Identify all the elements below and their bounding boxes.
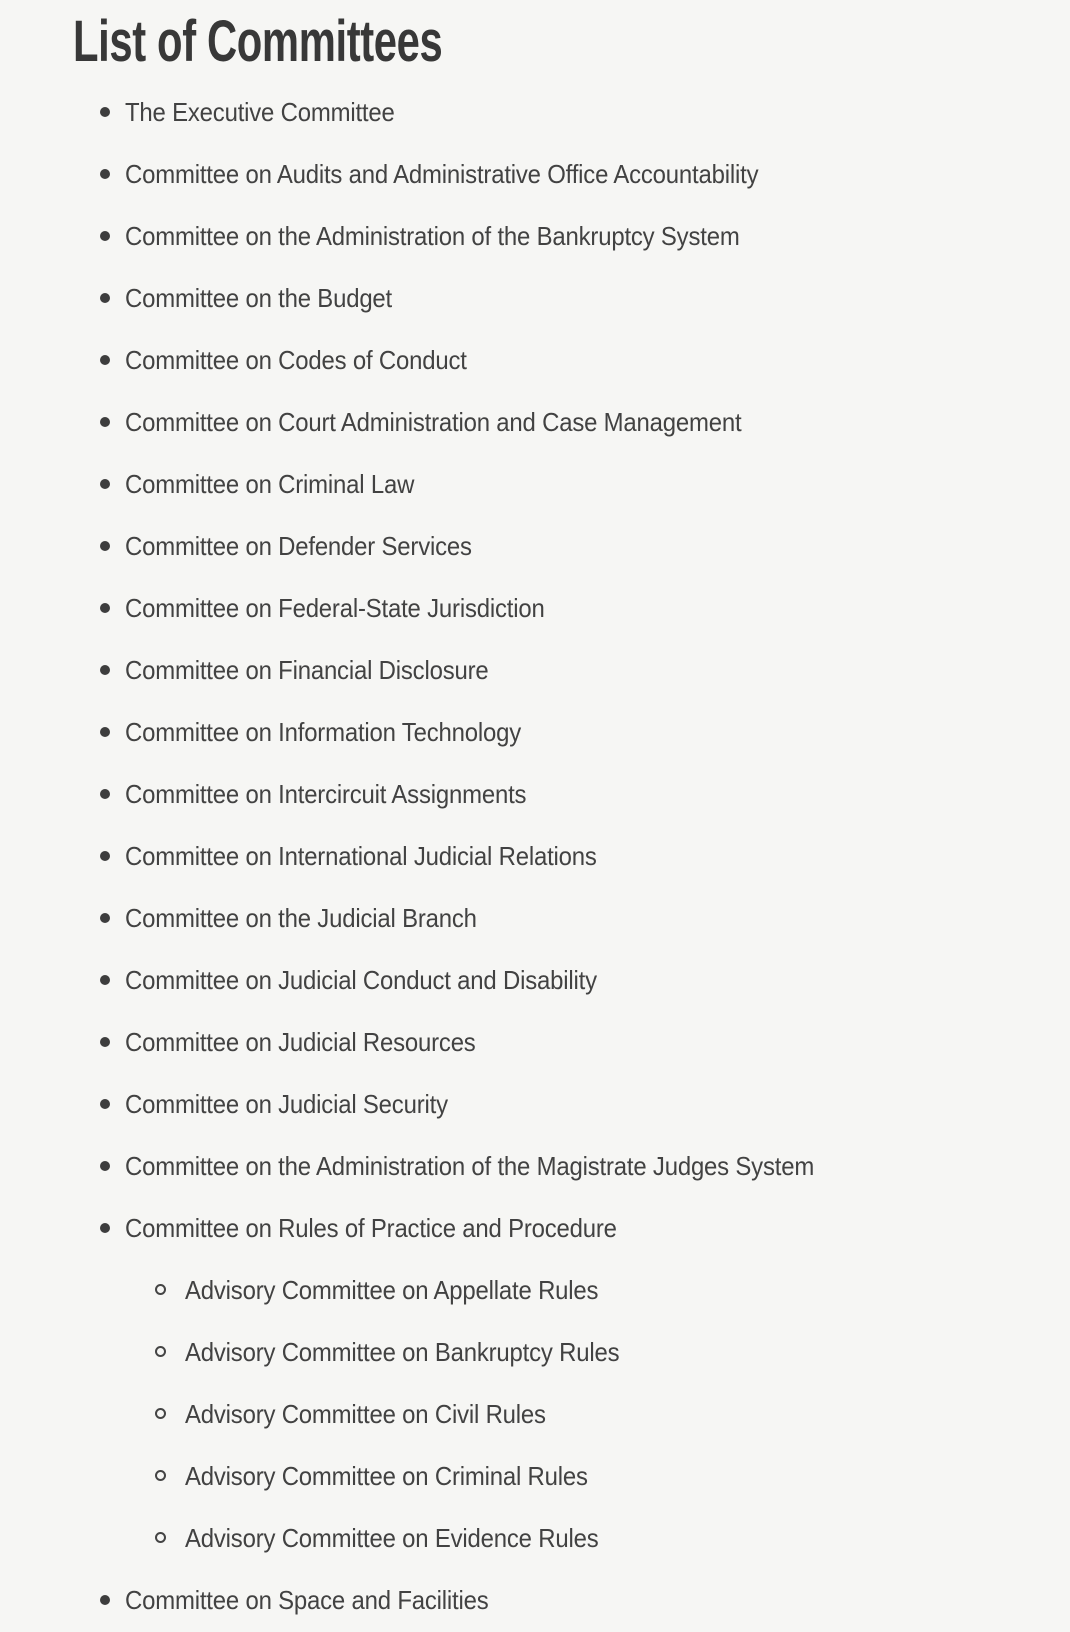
committee-name: Committee on Defender Services xyxy=(125,531,472,561)
subcommittee-item xyxy=(155,1463,1070,1489)
committee-name: Committee on Rules of Practice and Procedure xyxy=(125,1213,617,1243)
committee-item xyxy=(100,99,1070,125)
subcommittee-item xyxy=(155,1525,1070,1551)
committee-name: Committee on the Budget xyxy=(125,283,393,313)
committee-item xyxy=(100,905,1070,931)
disc-bullet-icon xyxy=(100,417,110,427)
disc-bullet-icon xyxy=(100,1595,110,1605)
committee-name: Committee on Codes of Conduct xyxy=(125,345,467,375)
disc-bullet-icon xyxy=(100,479,110,489)
committee-name: Advisory Committee on Bankruptcy Rules xyxy=(185,1337,620,1367)
committee-list xyxy=(0,99,1070,1613)
committee-item xyxy=(100,781,1070,807)
disc-bullet-icon xyxy=(100,727,110,737)
committee-item xyxy=(100,657,1070,683)
disc-bullet-icon xyxy=(100,169,110,179)
committee-name: Committee on Audits and Administrative Office Accountability xyxy=(125,159,759,189)
committee-item xyxy=(100,1091,1070,1117)
disc-bullet-icon xyxy=(100,355,110,365)
committee-item xyxy=(100,161,1070,187)
committee-item xyxy=(100,1215,1070,1551)
committee-item xyxy=(100,843,1070,869)
committee-item xyxy=(100,967,1070,993)
committee-name: Committee on Judicial Security xyxy=(125,1089,448,1119)
page-title xyxy=(0,0,1070,74)
committee-name: Advisory Committee on Evidence Rules xyxy=(185,1523,599,1553)
committee-item xyxy=(100,347,1070,373)
committee-item xyxy=(100,285,1070,311)
disc-bullet-icon xyxy=(100,975,110,985)
committee-name: Committee on Information Technology xyxy=(125,717,521,747)
committee-name: Committee on Federal-State Jurisdiction xyxy=(125,593,545,623)
committee-name: Committee on Space and Facilities xyxy=(125,1585,489,1615)
committee-item xyxy=(100,409,1070,435)
circle-bullet-icon xyxy=(155,1470,166,1481)
committee-name: Committee on Criminal Law xyxy=(125,469,415,499)
committee-item xyxy=(100,719,1070,745)
committee-name: Committee on Judicial Conduct and Disability xyxy=(125,965,597,995)
subcommittee-item xyxy=(155,1339,1070,1365)
disc-bullet-icon xyxy=(100,789,110,799)
committee-name: Committee on Court Administration and Case Management xyxy=(125,407,742,437)
disc-bullet-icon xyxy=(100,1223,110,1233)
disc-bullet-icon xyxy=(100,107,110,117)
circle-bullet-icon xyxy=(155,1346,166,1357)
committee-name: Advisory Committee on Criminal Rules xyxy=(185,1461,588,1491)
committee-name: The Executive Committee xyxy=(125,97,395,127)
committee-item xyxy=(100,595,1070,621)
committee-name: Committee on Intercircuit Assignments xyxy=(125,779,527,809)
disc-bullet-icon xyxy=(100,1037,110,1047)
page-title-text: List of Committees xyxy=(73,9,443,74)
committee-name: Committee on the Administration of the Magistrate Judges System xyxy=(125,1151,815,1181)
disc-bullet-icon xyxy=(100,913,110,923)
subcommittee-item xyxy=(155,1401,1070,1427)
committee-name: Committee on Financial Disclosure xyxy=(125,655,489,685)
subcommittee-list xyxy=(125,1277,1070,1551)
circle-bullet-icon xyxy=(155,1532,166,1543)
disc-bullet-icon xyxy=(100,231,110,241)
disc-bullet-icon xyxy=(100,1099,110,1109)
committee-name: Committee on the Judicial Branch xyxy=(125,903,477,933)
committee-item xyxy=(100,1153,1070,1179)
committee-item xyxy=(100,471,1070,497)
committee-name: Advisory Committee on Appellate Rules xyxy=(185,1275,599,1305)
disc-bullet-icon xyxy=(100,541,110,551)
committee-item xyxy=(100,1029,1070,1055)
disc-bullet-icon xyxy=(100,851,110,861)
committee-name: Committee on International Judicial Relations xyxy=(125,841,597,871)
committee-name: Committee on the Administration of the Bankruptcy System xyxy=(125,221,740,251)
committee-name: Advisory Committee on Civil Rules xyxy=(185,1399,546,1429)
disc-bullet-icon xyxy=(100,665,110,675)
committee-name: Committee on Judicial Resources xyxy=(125,1027,476,1057)
disc-bullet-icon xyxy=(100,293,110,303)
disc-bullet-icon xyxy=(100,603,110,613)
committee-item xyxy=(100,533,1070,559)
subcommittee-item xyxy=(155,1277,1070,1303)
circle-bullet-icon xyxy=(155,1408,166,1419)
committee-item xyxy=(100,1587,1070,1613)
disc-bullet-icon xyxy=(100,1161,110,1171)
committee-item xyxy=(100,223,1070,249)
circle-bullet-icon xyxy=(155,1284,166,1295)
